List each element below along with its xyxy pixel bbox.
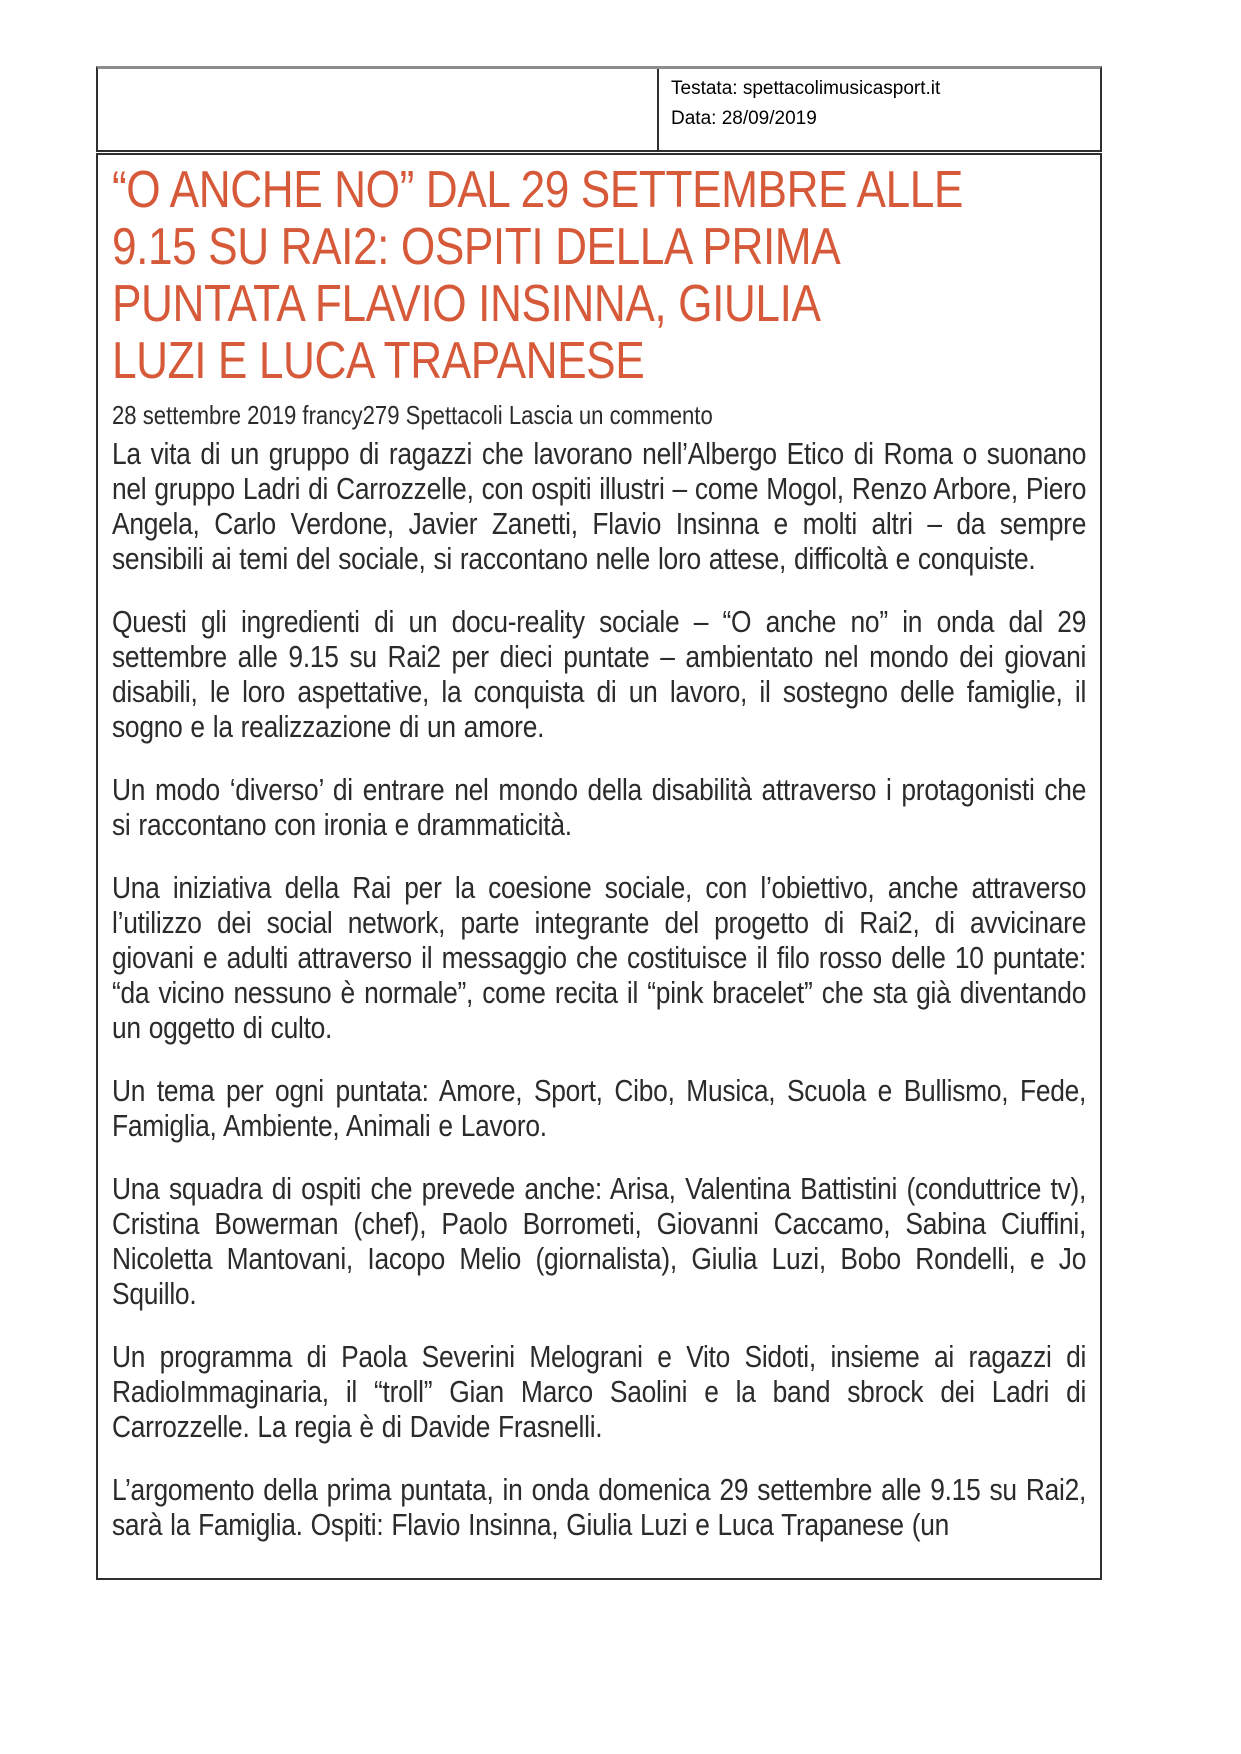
article-title (112, 162, 1086, 390)
article-content (112, 162, 1086, 1542)
article-title-line: “O ANCHE NO” DAL 29 SETTEMBRE ALLE (112, 161, 963, 219)
article-paragraph: Una iniziativa della Rai per la coesione sociale, con l’obiettivo, anche attraverso l’utilizzo dei social network, parte integrante del progetto di Rai2, di avvicinare giovani e adulti attraverso il messaggio che costituisce il filo rosso delle 10 puntate: “da vicino nessuno è normale”, come recita il “pink bracelet” che sta già diventando un oggetto di culto. (112, 870, 1087, 1045)
article-box (96, 153, 1102, 1580)
article-title-line: PUNTATA FLAVIO INSINNA, GIULIA (112, 275, 821, 333)
article-meta: 28 settembre 2019 francy279 Spettacoli Lascia un commento (112, 400, 713, 430)
article-paragraph: Questi gli ingredienti di un docu-reality sociale – “O anche no” in onda dal 29 settembre alle 9.15 su Rai2 per dieci puntate – ambientato nel mondo dei giovani disabili, le loro aspettative, la conquista di un lavoro, il sostegno delle famiglie, il sogno e la realizzazione di un amore. (112, 604, 1087, 744)
header-logo-cell (98, 69, 659, 150)
article-title-line: LUZI E LUCA TRAPANESE (112, 332, 645, 390)
article-paragraph: L’argomento della prima puntata, in onda domenica 29 settembre alle 9.15 su Rai2, sarà la Famiglia. Ospiti: Flavio Insinna, Giulia Luzi e Luca Trapanese (un (112, 1472, 1087, 1542)
article-paragraph: Un tema per ogni puntata: Amore, Sport, Cibo, Musica, Scuola e Bullismo, Fede, Famiglia, Ambiente, Animali e Lavoro. (112, 1073, 1087, 1143)
article-paragraph: Un programma di Paola Severini Melograni e Vito Sidoti, insieme ai ragazzi di RadioImmaginaria, il “troll” Gian Marco Saolini e la band sbrock dei Ladri di Carrozzelle. La regia è di Davide Frasnelli. (112, 1339, 1087, 1444)
article-title-line: 9.15 SU RAI2: OSPITI DELLA PRIMA (112, 218, 841, 276)
press-header-table (96, 66, 1102, 152)
article-paragraph: La vita di un gruppo di ragazzi che lavorano nell’Albergo Etico di Roma o suonano nel gruppo Ladri di Carrozzelle, con ospiti illustri – come Mogol, Renzo Arbore, Piero Angela, Carlo Verdone, Javier Zanetti, Flavio Insinna e molti altri – da sempre sensibili ai temi del sociale, si raccontano nelle loro attese, difficoltà e conquiste. (112, 436, 1087, 576)
article-paragraph: Un modo ‘diverso’ di entrare nel mondo della disabilità attraverso i protagonisti che si raccontano con ironia e drammaticità. (112, 772, 1087, 842)
date-text: Data: 28/09/2019 (671, 108, 817, 129)
article-paragraph: Una squadra di ospiti che prevede anche: Arisa, Valentina Battistini (conduttrice tv), Cristina Bowerman (chef), Paolo Borrometi, Giovanni Caccamo, Sabina Ciuffini, Nicoletta Mantovani, Iacopo Melio (giornalista), Giulia Luzi, Bobo Rondelli, e Jo Squillo. (112, 1171, 1087, 1311)
header-info-cell (659, 69, 1100, 150)
testata-text: Testata: spettacolimusicasport.it (671, 78, 941, 99)
